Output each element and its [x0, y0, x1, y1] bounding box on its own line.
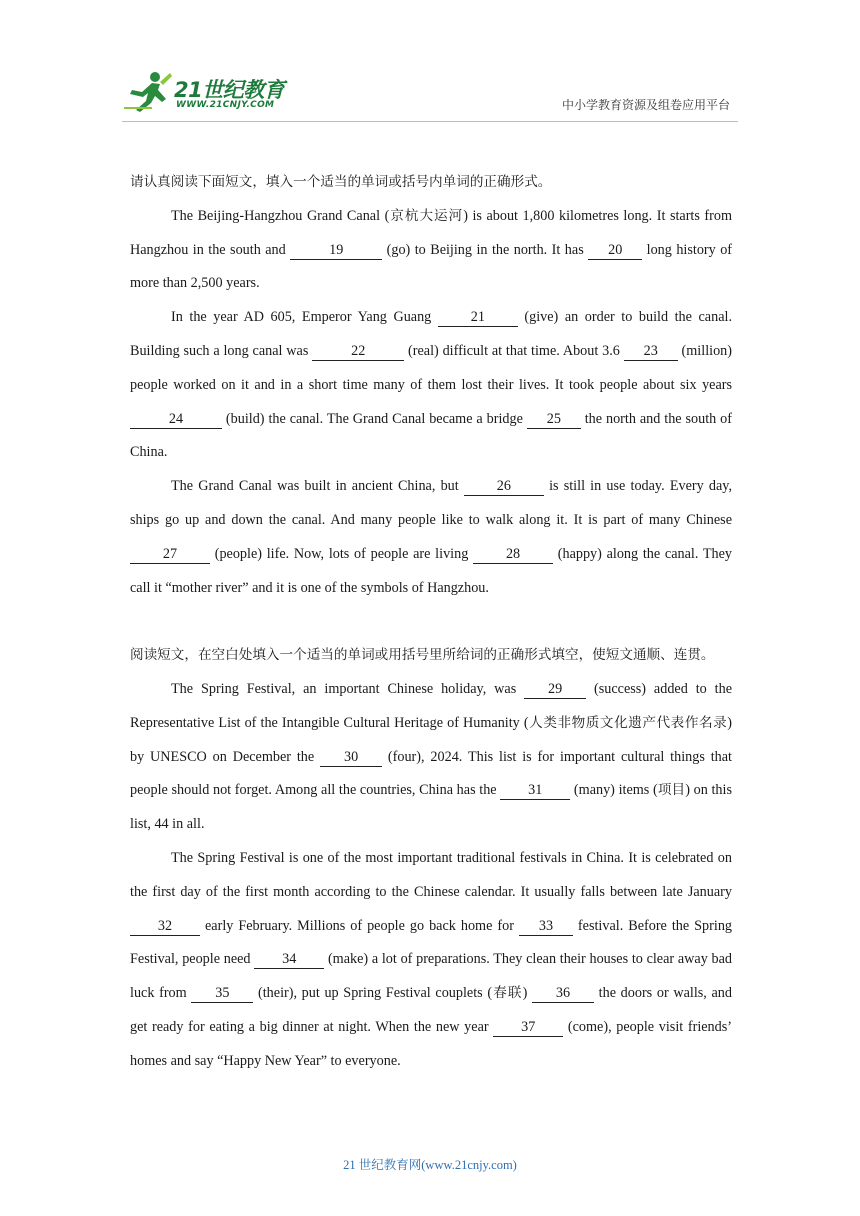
section-spacer	[130, 605, 732, 639]
blank-34[interactable]: 34	[254, 950, 324, 969]
chinese-gloss: 春联	[492, 985, 523, 1002]
chinese-gloss: 京杭大运河	[389, 207, 464, 224]
logo-text: 21世纪教育	[174, 78, 285, 102]
page-footer[interactable]: 21 世纪教育网(www.21cnjy.com)	[343, 1158, 517, 1172]
logo-url: WWW.21CNJY.COM	[176, 100, 275, 110]
blank-29[interactable]: 29	[524, 680, 586, 699]
blank-30[interactable]: 30	[320, 748, 382, 767]
blank-36[interactable]: 36	[532, 984, 594, 1003]
platform-name: 中小学教育资源及组卷应用平台	[561, 98, 730, 112]
blank-22[interactable]: 22	[312, 342, 404, 361]
section1-paragraph-1: The Beijing-Hangzhou Grand Canal (京杭大运河) is about 1,800 kilometres long. It starts from Hangzhou in the south and 19 (go) to Beijing in the north. It has 20 long history of more than 2,500 years.	[130, 207, 733, 292]
blank-31[interactable]: 31	[500, 781, 570, 800]
blank-28[interactable]: 28	[473, 545, 553, 564]
blank-32[interactable]: 32	[130, 917, 200, 936]
blank-23[interactable]: 23	[624, 342, 678, 361]
blank-35[interactable]: 35	[191, 984, 253, 1003]
chinese-gloss: 人类非物质文化遗产代表作名录	[528, 714, 728, 731]
section2-paragraph-2: The Spring Festival is one of the most important traditional festivals in China. It is celebrated on the first day of the first month according to the Chinese calendar. It usually falls between late January 32 early February. Millions of people go back home for 33 festival. Before the Spring Festival, people need 34 (make) a lot of preparations. They clean their houses to clear away bad luck from 35 (their), put up Spring Festival couplets (春联) 36 the doors or walls, and get ready for eating a big dinner at night. When the new year 37 (come), people visit friends’ homes and say “Happy New Year” to everyone.	[130, 849, 733, 1069]
header-divider	[122, 121, 738, 122]
section1-instruction: 请认真阅读下面短文，填入一个适当的单词或括号内单词的正确形式。	[130, 174, 552, 190]
section2-paragraph-1: The Spring Festival, an important Chinese holiday, was 29 (success) added to the Representative List of the Intangible Cultural Heritage of Humanity (人类非物质文化遗产代表作名录) by UNESCO on December the 30 (four), 2024. This list is for important cultural things that people should not forget. Among all the countries, China has the 31 (many) items (项目) on this list, 44 in all.	[130, 680, 733, 833]
runner-logo-icon	[122, 68, 174, 114]
blank-33[interactable]: 33	[519, 917, 573, 936]
section1-paragraph-3: The Grand Canal was built in ancient China, but 26 is still in use today. Every day, ships go up and down the canal. And many people like to walk along it. It is part of many Chinese 27 (people) life. Now, lots of people are living 28 (happy) along the canal. They call it “mother river” and it is one of the symbols of Hangzhou.	[130, 478, 733, 596]
blank-27[interactable]: 27	[130, 545, 210, 564]
page-header	[0, 0, 860, 125]
blank-37[interactable]: 37	[493, 1018, 563, 1037]
blank-19[interactable]: 19	[290, 241, 382, 260]
site-logo[interactable]	[122, 68, 292, 116]
chinese-gloss: 项目	[657, 782, 686, 799]
blank-26[interactable]: 26	[464, 477, 544, 496]
section2-instruction: 阅读短文，在空白处填入一个适当的单词或用括号里所给词的正确形式填空，使短文通顺、连贯。	[130, 647, 715, 664]
blank-20[interactable]: 20	[588, 241, 642, 260]
blank-24[interactable]: 24	[130, 410, 222, 429]
document-body	[130, 166, 732, 1079]
blank-25[interactable]: 25	[527, 410, 581, 429]
blank-21[interactable]: 21	[438, 308, 518, 327]
section1-paragraph-2: In the year AD 605, Emperor Yang Guang 21 (give) an order to build the canal. Building such a long canal was 22 (real) difficult at that time. About 3.6 23 (million) people worked on it and in a short time many of them lost their lives. It took people about six years 24 (build) the canal. The Grand Canal became a bridge 25 the north and the south of China.	[130, 309, 732, 461]
